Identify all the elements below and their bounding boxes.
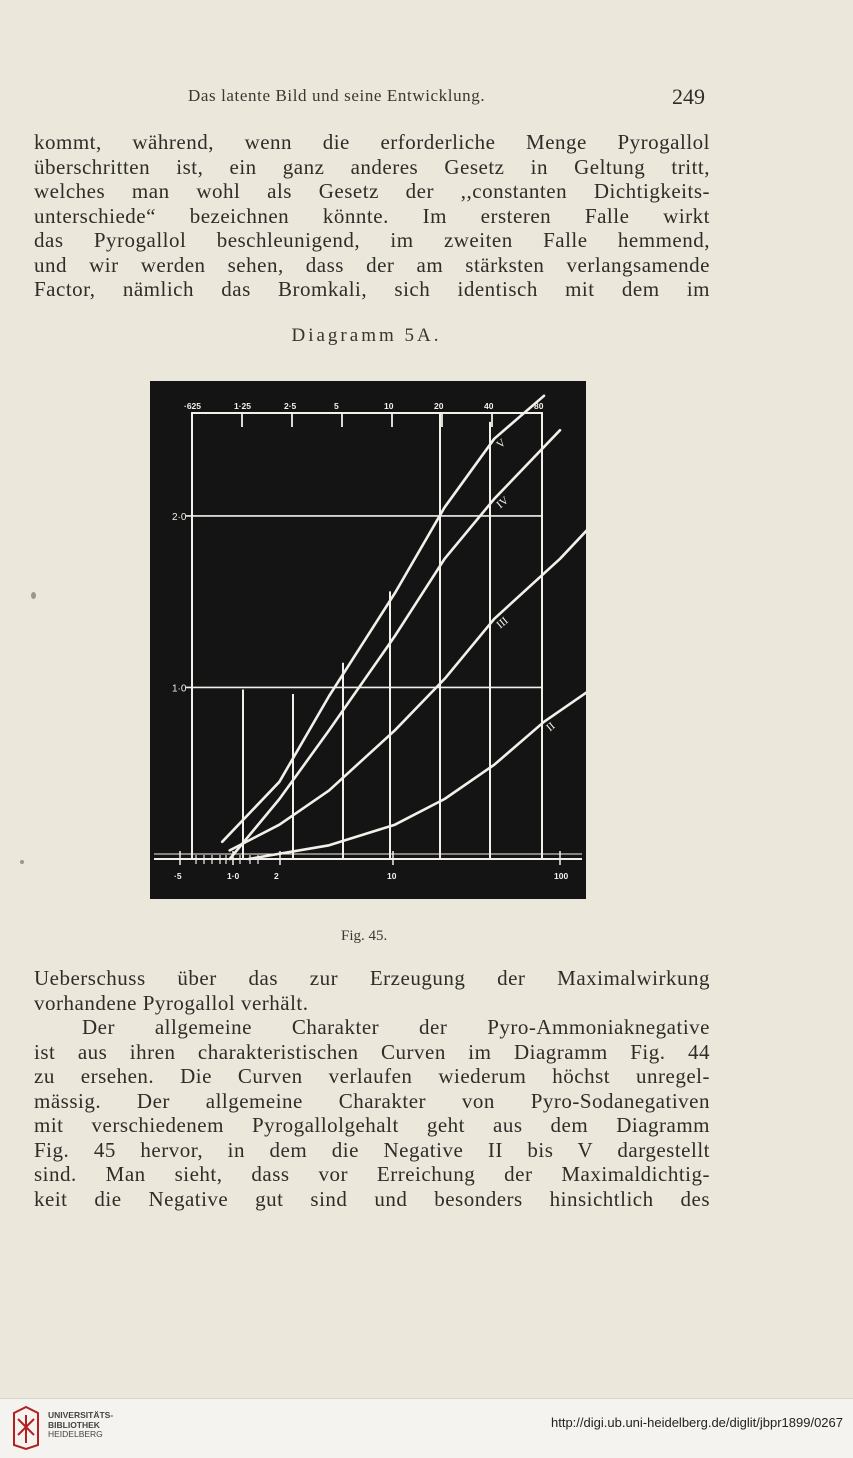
text-line: keit die Negative gut sind und besonders hinsichtlich des <box>34 1186 710 1211</box>
bottom-tick-label: ·5 <box>174 871 182 881</box>
paragraph-middle <box>34 966 710 1015</box>
permalink-url[interactable]: http://digi.ub.uni-heidelberg.de/diglit/jbpr1899/0267 <box>551 1415 843 1430</box>
bottom-tick-label: 100 <box>554 871 569 881</box>
curve-label: III <box>494 614 511 632</box>
institution-line: HEIDELBERG <box>48 1429 103 1439</box>
top-tick-label: 2·5 <box>284 401 297 411</box>
paragraph-top <box>34 130 710 302</box>
curve-label: V <box>494 436 509 452</box>
text-line: mässig. Der allgemeine Charakter von Pyro-Sodanegativen <box>34 1088 710 1113</box>
text-line: Der allgemeine Charakter der Pyro-Ammoniaknegative <box>82 1015 710 1039</box>
text-line: welches man wohl als Gesetz der ,,constanten Dichtigkeits- <box>34 179 710 203</box>
bottom-tick-label: 1·0 <box>227 871 240 881</box>
curve-label: IV <box>494 494 512 512</box>
paragraph-bottom <box>34 1015 710 1211</box>
text-line: unterschiede“ bezeichnen könnte. Im ersteren Falle wirkt <box>34 203 710 228</box>
running-title: Das latente Bild und seine Entwicklung. <box>188 86 486 105</box>
diagram-title: Diagramm 5A. <box>291 325 442 346</box>
text-line: sind. Man sieht, dass vor Erreichung der Maximaldichtig- <box>34 1162 710 1186</box>
text-line: das Pyrogallol beschleunigend, im zweiten Falle hemmend, <box>34 228 710 252</box>
institution-line: UNIVERSITÄTS- <box>48 1410 114 1420</box>
top-tick-label: ·625 <box>184 401 202 411</box>
y-tick-label: 2·0 <box>172 511 187 523</box>
y-tick-label: 1·0 <box>172 683 187 695</box>
page-number: 249 <box>672 84 705 109</box>
institution-name <box>48 1411 113 1440</box>
text-line: Factor, nämlich das Bromkali, sich identisch mit dem im <box>34 277 710 301</box>
text-line: Ueberschuss über das zur Erzeugung der Maximalwirkung <box>34 966 710 990</box>
chart-background <box>150 381 586 899</box>
curve-label: II <box>544 720 558 735</box>
text-line: Fig. 45 hervor, in dem die Negative II bis V dargestellt <box>34 1137 710 1162</box>
top-tick-label: 20 <box>434 401 444 411</box>
text-line: ist aus ihren charakteristischen Curven im Diagramm Fig. 44 <box>34 1039 710 1064</box>
characteristic-curves-chart <box>150 381 586 899</box>
institution-line: BIBLIOTHEK <box>48 1419 100 1430</box>
paper-speck <box>20 860 24 864</box>
text-line: und wir werden sehen, dass der am stärksten verlangsamende <box>34 252 710 277</box>
text-line: zu ersehen. Die Curven verlaufen wiederum höchst unregel- <box>34 1064 710 1088</box>
figure-caption: Fig. 45. <box>341 928 388 944</box>
running-head <box>0 86 853 112</box>
figure-45 <box>150 381 586 899</box>
library-footer <box>0 1398 853 1458</box>
top-tick-label: 1·25 <box>234 401 252 411</box>
paper-speck <box>31 592 36 599</box>
top-tick-label: 80 <box>534 401 544 411</box>
top-tick-label: 5 <box>334 401 339 411</box>
text-line: vorhandene Pyrogallol verhält. <box>34 990 309 1015</box>
text-line: kommt, während, wenn die erforderliche Menge Pyrogallol <box>34 130 710 154</box>
bottom-tick-label: 2 <box>274 871 279 881</box>
bottom-tick-label: 10 <box>387 871 397 881</box>
text-line: mit verschiedenem Pyrogallolgehalt geht aus dem Diagramm <box>34 1113 710 1137</box>
top-tick-label: 40 <box>484 401 494 411</box>
text-line: überschritten ist, ein ganz anderes Gesetz in Geltung tritt, <box>34 154 710 179</box>
top-tick-label: 10 <box>384 401 394 411</box>
university-library-logo-icon <box>10 1405 42 1451</box>
